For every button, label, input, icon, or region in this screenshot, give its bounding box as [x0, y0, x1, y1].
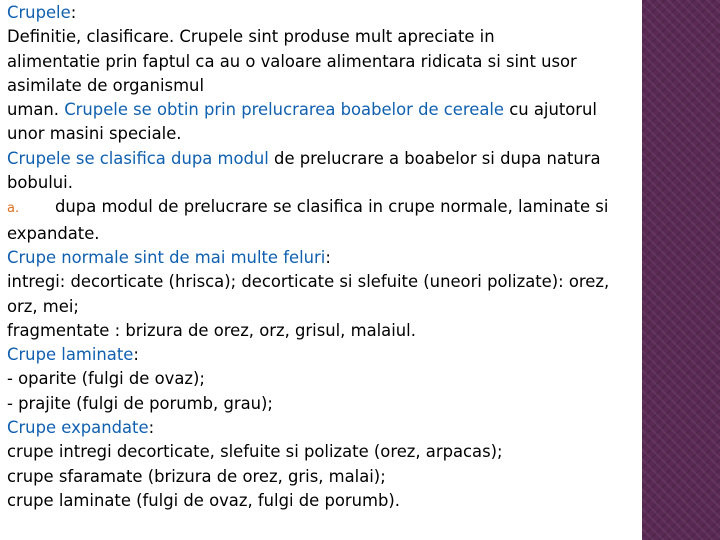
text-line: - prajite (fulgi de porumb, grau);: [7, 393, 273, 413]
list-item: a. dupa modul de prelucrare se clasifica in crupe normale, laminate si: [7, 195, 712, 221]
heading-crupele: Crupele: [7, 3, 71, 22]
text-line: intregi: decorticate (hrisca); decorticate si slefuite (uneori polizate): orez,: [7, 272, 610, 292]
text-line: crupe laminate (fulgi de ovaz, fulgi de porumb).: [7, 490, 400, 510]
text-line: unor masini speciale.: [7, 124, 182, 144]
heading-line: Crupele:: [7, 3, 77, 22]
text-line: crupe sfaramate (brizura de orez, gris, malai);: [7, 466, 386, 486]
text-line: asimilate de organismul: [7, 75, 204, 95]
text-line: fragmentate : brizura de orez, orz, grisul, malaiul.: [7, 320, 416, 340]
text-line: bobului.: [7, 173, 73, 193]
subheading-line: Crupe normale sint de mai multe feluri:: [7, 247, 331, 267]
text-line: orz, mei;: [7, 296, 79, 316]
subheading-line: Crupe expandate:: [7, 418, 155, 438]
highlight-text: Crupele se obtin prin prelucrarea boabelor de cereale: [64, 100, 505, 120]
text-line: alimentatie prin faptul ca au o valoare alimentara ridicata si sint usor: [7, 51, 577, 71]
text-line: expandate.: [7, 223, 100, 243]
text-line: - oparite (fulgi de ovaz);: [7, 369, 205, 389]
list-marker: a.: [7, 201, 20, 217]
subheading-crupe-laminate: Crupe laminate: [7, 345, 134, 365]
highlight-text: Crupele se clasifica dupa modul: [7, 148, 269, 168]
text-line: Definitie, clasificare. Crupele sint produse mult apreciate in: [7, 27, 495, 47]
subheading-line: Crupe laminate:: [7, 345, 139, 365]
text-line: crupe intregi decorticate, slefuite si polizate (orez, arpacas);: [7, 442, 503, 462]
subheading-crupe-normale: Crupe normale sint de mai multe feluri: [7, 247, 326, 267]
subheading-crupe-expandate: Crupe expandate: [7, 418, 149, 438]
document-body: [7, 1, 712, 513]
text-line: uman. Crupele se obtin prin prelucrarea boabelor de cereale cu ajutorul: [7, 100, 597, 120]
text-line: Crupele se clasifica dupa modul de prelucrare a boabelor si dupa natura: [7, 148, 601, 168]
